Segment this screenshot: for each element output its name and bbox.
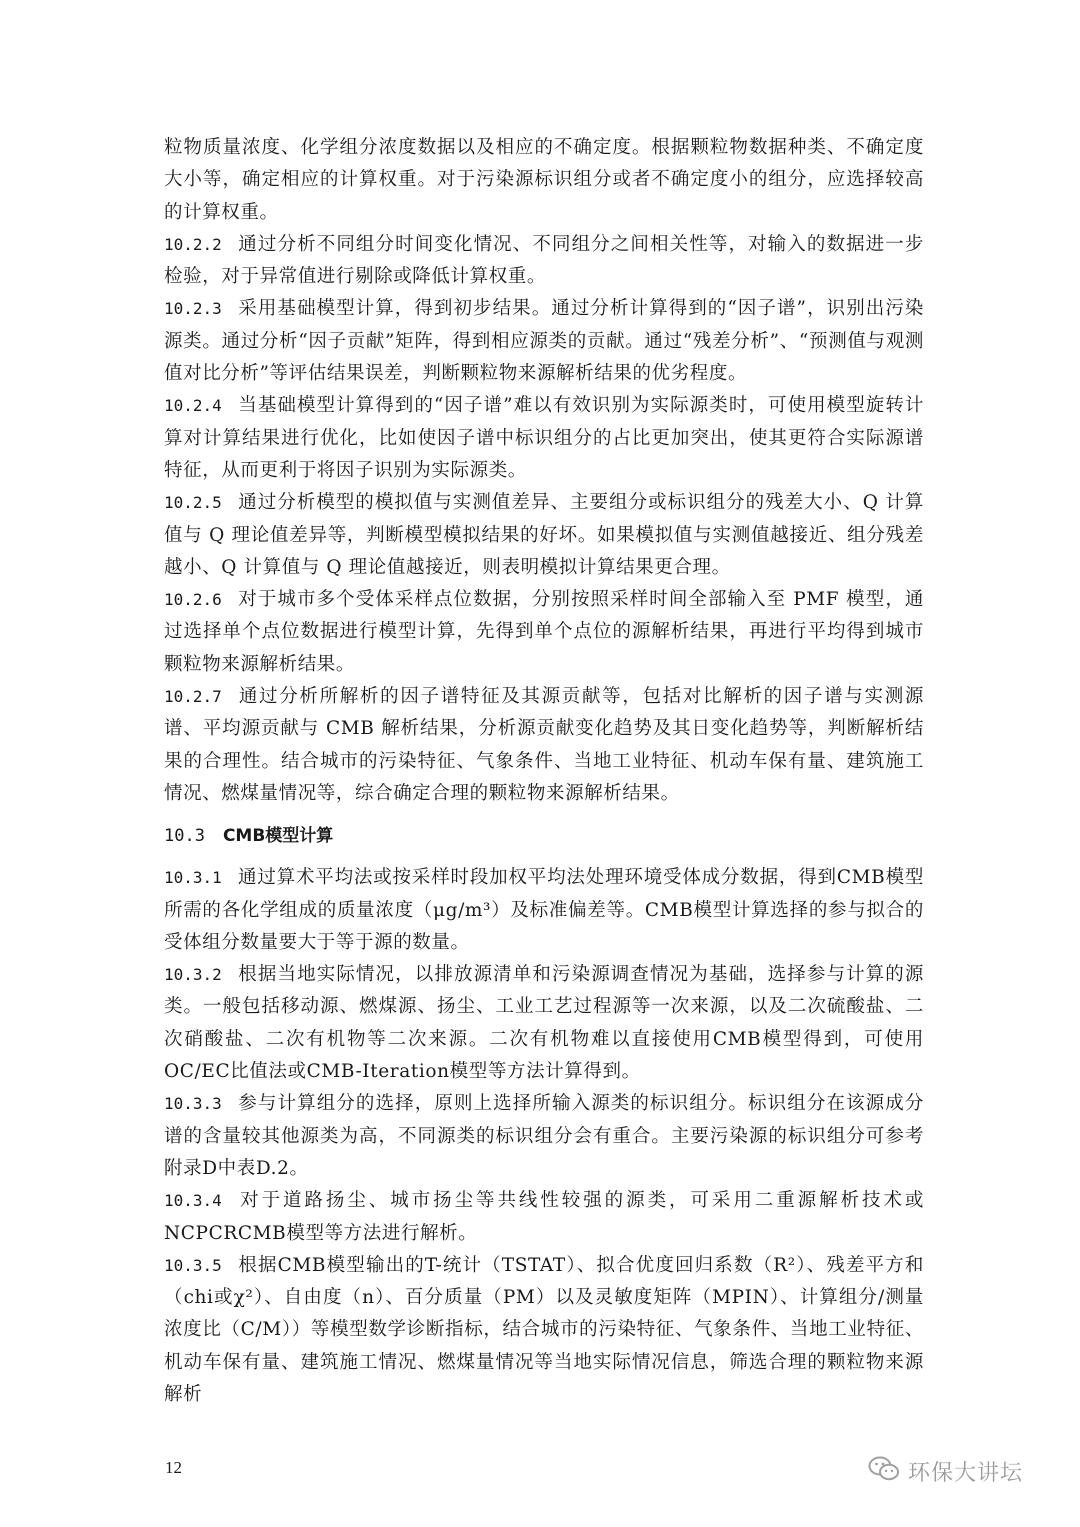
document-body xyxy=(164,132,924,1411)
paragraph-text: 参与计算组分的选择，原则上选择所输入源类的标识组分。标识组分在该源成分谱的含量较其他源类为高，不同源类的标识组分会有重合。主要污染源的标识组分可参考附录D中表D.2。 xyxy=(164,1093,924,1179)
clause-number: 10.3.4 xyxy=(164,1191,222,1211)
paragraph-10-3-3 xyxy=(164,1088,924,1185)
paragraph-10-2-5 xyxy=(164,487,924,584)
paragraph-10-2-3 xyxy=(164,293,924,390)
clause-number: 10.3.3 xyxy=(164,1094,222,1114)
section-heading xyxy=(164,820,924,852)
paragraph-text: 通过分析所解析的因子谱特征及其源贡献等，包括对比解析的因子谱与实测源谱、平均源贡献与 CMB 解析结果，分析源贡献变化趋势及其日变化趋势等，判断解析结果的合理性。结合城市的污染特征、气象条件、当地工业特征、机动车保有量、建筑施工情况、燃煤量情况等，综合确定合理的颗粒物来源解析结果。 xyxy=(164,686,924,804)
clause-number: 10.3.5 xyxy=(164,1255,222,1275)
clause-number: 10.2.4 xyxy=(164,396,222,416)
paragraph-text: 通过分析不同组分时间变化情况、不同组分之间相关性等，对输入的数据进一步检验，对于异常值进行剔除或降低计算权重。 xyxy=(164,233,924,288)
paragraph-10-2-7 xyxy=(164,681,924,810)
section-10-2 xyxy=(164,132,924,810)
wechat-icon xyxy=(868,1455,900,1487)
page-number: 12 xyxy=(165,1458,182,1477)
heading-title: CMB模型计算 xyxy=(222,826,334,847)
paragraph-text: 根据CMB模型输出的T-统计（TSTAT）、拟合优度回归系数（R²）、残差平方和（chi或χ²）、自由度（n）、百分质量（PM）以及灵敏度矩阵（MPIN）、计算组分/测量浓度比（C/M））等模型数学诊断指标，结合城市的污染特征、气象条件、当地工业特征、机动车保有量、建筑施工情况、燃煤量情况等当地实际情况信息，筛选合理的颗粒物来源解析 xyxy=(164,1254,924,1405)
clause-number: 10.3.1 xyxy=(164,868,222,888)
watermark-text: 环保大讲坛 xyxy=(908,1460,1024,1486)
watermark xyxy=(868,1455,1023,1487)
clause-number: 10.2.2 xyxy=(164,234,222,254)
paragraph-text: 根据当地实际情况，以排放源清单和污染源调查情况为基础，选择参与计算的源类。一般包括移动源、燃煤源、扬尘、工业工艺过程源等一次来源，以及二次硫酸盐、二次硝酸盐、二次有机物等二次来源。二次有机物难以直接使用CMB模型得到，可使用OC/EC比值法或CMB-Iteration模型等方法计算得到。 xyxy=(164,964,924,1083)
paragraph-10-3-5 xyxy=(164,1250,924,1411)
section-10-3 xyxy=(164,862,924,1411)
paragraph-text: 通过算术平均法或按采样时段加权平均法处理环境受体成分数据，得到CMB模型所需的各化学组成的质量浓度（μg/m³）及标准偏差等。CMB模型计算选择的参与拟合的受体组分数量要大于等于源的数量。 xyxy=(164,867,924,953)
paragraph-10-3-1 xyxy=(164,862,924,959)
paragraph-text: 采用基础模型计算，得到初步结果。通过分析计算得到的“因子谱”，识别出污染源类。通过分析“因子贡献”矩阵，得到相应源类的贡献。通过“残差分析”、“预测值与观测值对比分析”等评估结果误差，判断颗粒物来源解析结果的优劣程度。 xyxy=(164,298,924,385)
clause-number: 10.3.2 xyxy=(164,965,222,985)
paragraph-10-3-2 xyxy=(164,959,924,1088)
heading-number: 10.3 xyxy=(164,826,205,847)
paragraph-text: 对于道路扬尘、城市扬尘等共线性较强的源类，可采用二重源解析技术或NCPCRCMB模型等方法进行解析。 xyxy=(164,1190,924,1244)
paragraph-continued xyxy=(164,132,924,229)
paragraph-text: 通过分析模型的模拟值与实测值差异、主要组分或标识组分的残差大小、Q 计算值与 Q 理论值差异等，判断模型模拟结果的好坏。如果模拟值与实测值越接近、组分残差越小、Q 计算值与 Q 理论值越接近，则表明模拟计算结果更合理。 xyxy=(164,492,924,578)
clause-number: 10.2.3 xyxy=(164,299,222,319)
clause-number: 10.2.6 xyxy=(164,590,222,610)
paragraph-text: 当基础模型计算得到的“因子谱”难以有效识别为实际源类时，可使用模型旋转计算对计算结果进行优化，比如使因子谱中标识组分的占比更加突出，使其更符合实际源谱特征，从而更利于将因子识别为实际源类。 xyxy=(164,395,924,481)
paragraph-text: 粒物质量浓度、化学组分浓度数据以及相应的不确定度。根据颗粒物数据种类、不确定度大小等，确定相应的计算权重。对于污染源标识组分或者不确定度小的组分，应选择较高的计算权重。 xyxy=(164,137,924,223)
paragraph-10-3-4 xyxy=(164,1185,924,1250)
paragraph-10-2-4 xyxy=(164,390,924,487)
clause-number: 10.2.5 xyxy=(164,493,222,513)
paragraph-10-2-6 xyxy=(164,584,924,681)
paragraph-10-2-2 xyxy=(164,229,924,294)
clause-number: 10.2.7 xyxy=(164,687,222,707)
paragraph-text: 对于城市多个受体采样点位数据，分别按照采样时间全部输入至 PMF 模型，通过选择单个点位数据进行模型计算，先得到单个点位的源解析结果，再进行平均得到城市颗粒物来源解析结果。 xyxy=(164,589,924,675)
